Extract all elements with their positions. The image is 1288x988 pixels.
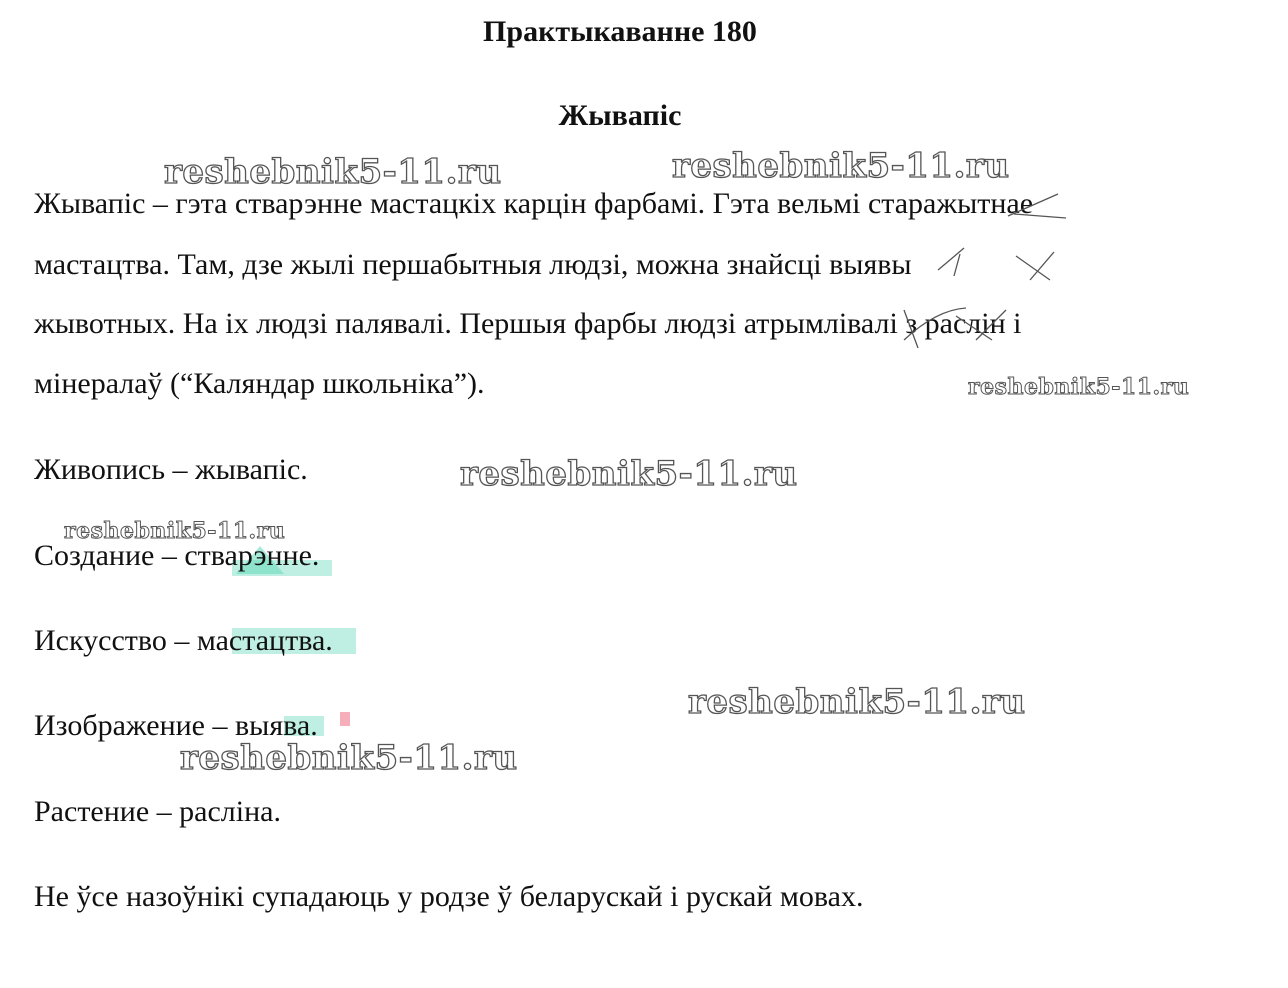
paragraph-line: мінералаў (“Каляндар школьніка”). <box>34 367 485 400</box>
vocabulary-item: Создание – стварэнне. <box>34 539 320 572</box>
paragraph-line: жывотных. На іх людзі палявалі. Першыя фарбы людзі атрымлівалі з раслін і <box>34 307 1022 340</box>
pencil-scribble-icon <box>930 240 1070 290</box>
vocabulary-item: Растение – расліна. <box>34 795 281 828</box>
watermark: reshebnik5-11.ru <box>688 682 1026 722</box>
paragraph-line: мастацтва. Там, дзе жылі першабытныя людзі, можна знайсці выявы <box>34 248 912 281</box>
paragraph-line: Жывапіс – гэта стварэнне мастацкіх карцін фарбамі. Гэта вельмі старажытнае <box>34 187 1034 220</box>
vocabulary-item: Изображение – выява. <box>34 709 318 742</box>
conclusion-text: Не ўсе назоўнікі супадаюць у родзе ў беларускай і рускай мовах. <box>34 880 864 913</box>
watermark: reshebnik5-11.ru <box>180 738 518 778</box>
vocabulary-item: Живопись – жывапіс. <box>34 453 308 486</box>
watermark: reshebnik5-11.ru <box>460 454 798 494</box>
watermark: reshebnik5-11.ru <box>164 152 502 192</box>
page-title: Практыкаванне 180 <box>483 15 757 48</box>
watermark: reshebnik5-11.ru <box>672 146 1010 186</box>
vocabulary-item: Искусство – мастацтва. <box>34 624 333 657</box>
watermark: reshebnik5-11.ru <box>64 518 286 544</box>
section-subtitle: Жывапіс <box>558 99 682 132</box>
watermark: reshebnik5-11.ru <box>968 374 1190 400</box>
highlight-mark <box>340 712 350 726</box>
